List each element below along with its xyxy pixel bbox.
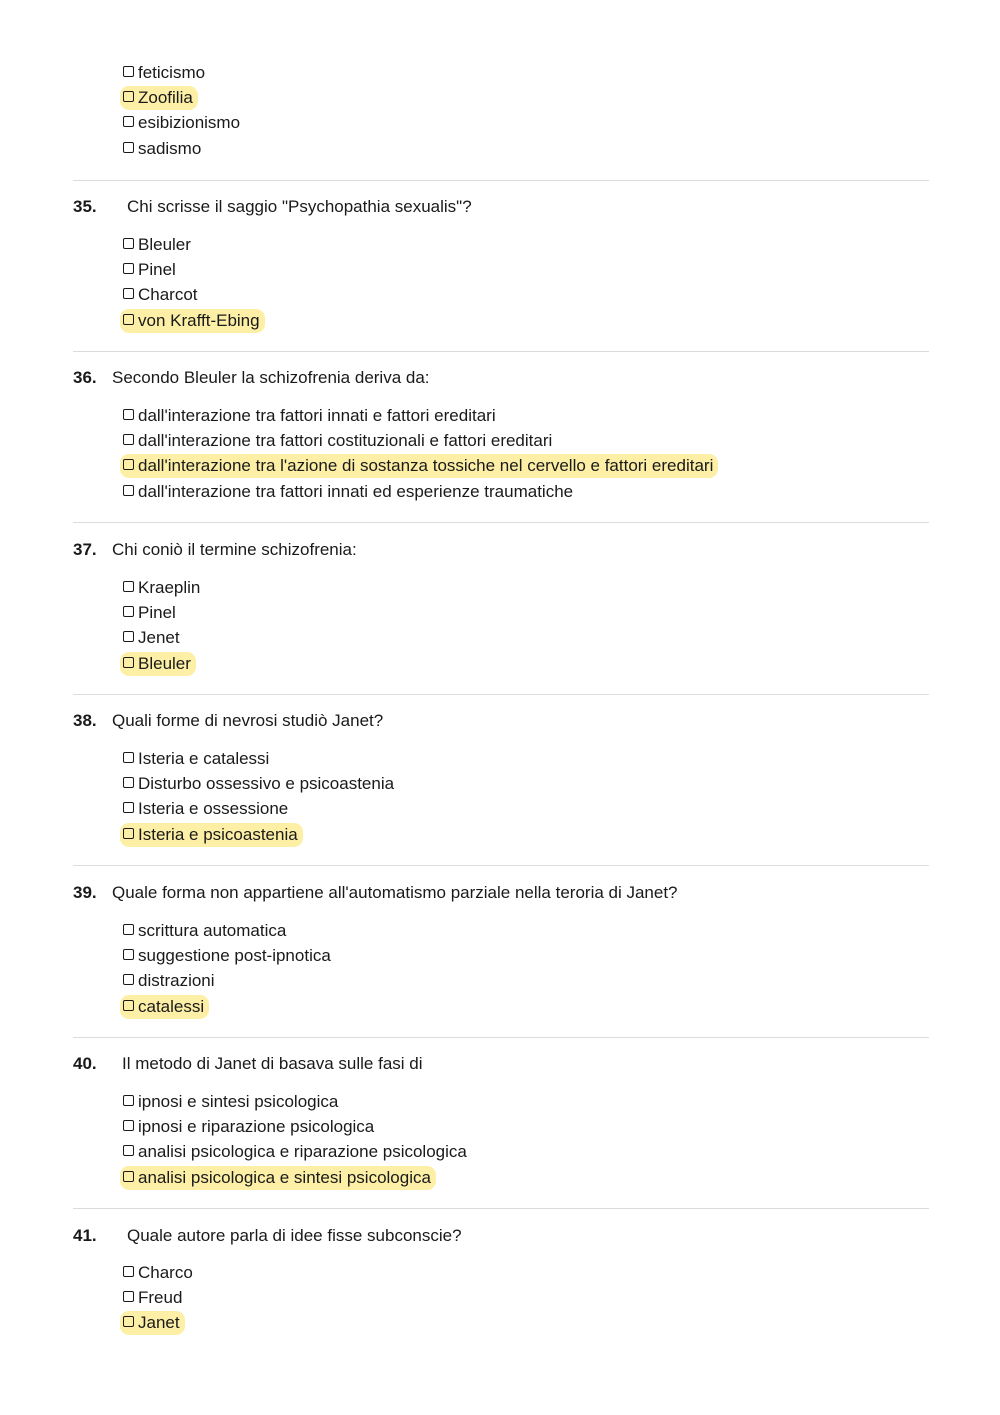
- option-label: Charco: [138, 1263, 193, 1282]
- checkbox-icon[interactable]: [123, 1120, 134, 1131]
- option-item[interactable]: [120, 1285, 198, 1310]
- option-item[interactable]: [120, 771, 399, 796]
- question-number: 39.: [73, 883, 97, 902]
- divider: [73, 1037, 929, 1038]
- option-wrapper: [120, 137, 206, 161]
- checkbox-icon[interactable]: [123, 1291, 134, 1302]
- divider: [73, 351, 929, 352]
- option-wrapper-highlighted: [120, 1311, 185, 1335]
- option-label: von Krafft-Ebing: [138, 310, 260, 330]
- question-37-header: [73, 537, 357, 563]
- question-text: Chi scrisse il saggio "Psychopathia sexualis"?: [127, 197, 472, 216]
- option-wrapper: [120, 969, 220, 993]
- question-number: 40.: [73, 1054, 97, 1073]
- checkbox-icon[interactable]: [123, 777, 134, 788]
- question-number: 35.: [73, 197, 97, 216]
- checkbox-icon[interactable]: [123, 657, 134, 668]
- option-item[interactable]: [120, 403, 718, 428]
- option-label: dall'interazione tra fattori innati ed esperienze traumatiche: [138, 481, 574, 501]
- options-list-39: [120, 918, 336, 1019]
- checkbox-icon[interactable]: [123, 606, 134, 617]
- option-item[interactable]: [120, 822, 399, 847]
- option-wrapper: [120, 601, 181, 625]
- option-wrapper: [120, 626, 185, 650]
- option-item[interactable]: [120, 1139, 472, 1164]
- option-wrapper: [120, 1286, 187, 1310]
- question-text: Il metodo di Janet di basava sulle fasi di: [122, 1054, 423, 1073]
- option-wrapper: [120, 283, 203, 307]
- option-label: Freud: [138, 1288, 183, 1308]
- option-wrapper-highlighted: [120, 823, 303, 847]
- option-wrapper: [120, 480, 578, 504]
- option-item[interactable]: [120, 60, 245, 85]
- option-item[interactable]: [120, 85, 245, 110]
- option-wrapper: [120, 919, 291, 943]
- question-number: 41.: [73, 1226, 97, 1245]
- divider: [73, 865, 929, 866]
- checkbox-icon[interactable]: [123, 828, 134, 839]
- option-label: distrazioni: [138, 971, 215, 991]
- question-39-header: [73, 880, 678, 906]
- checkbox-icon[interactable]: [123, 116, 134, 127]
- option-wrapper: [120, 576, 205, 600]
- option-item[interactable]: [120, 1165, 472, 1190]
- option-wrapper-highlighted: [120, 86, 198, 110]
- options-list-40: [120, 1089, 472, 1190]
- option-wrapper-highlighted: [120, 309, 265, 333]
- checkbox-icon[interactable]: [123, 802, 134, 813]
- question-number: 38.: [73, 711, 97, 730]
- option-label: dall'interazione tra l'azione di sostanza tossiche nel cervello e fattori ereditari: [138, 456, 714, 476]
- checkbox-icon[interactable]: [123, 459, 134, 470]
- option-label: Pinel: [138, 603, 176, 623]
- option-item[interactable]: [120, 136, 245, 161]
- option-item[interactable]: [120, 918, 336, 943]
- options-list-37: [120, 575, 205, 676]
- option-item[interactable]: [120, 796, 399, 821]
- option-label: catalessi: [138, 996, 205, 1016]
- question-text: Quale autore parla di idee fisse subconscie?: [127, 1226, 462, 1245]
- checkbox-icon[interactable]: [123, 434, 134, 445]
- option-item[interactable]: [120, 746, 399, 771]
- option-label: scrittura automatica: [138, 921, 287, 940]
- options-list-38: [120, 746, 399, 847]
- checkbox-icon[interactable]: [123, 1095, 134, 1106]
- option-label: esibizionismo: [138, 113, 241, 133]
- option-label: feticismo: [138, 63, 206, 82]
- checkbox-icon[interactable]: [123, 409, 134, 420]
- option-item[interactable]: [120, 257, 265, 282]
- options-list-prev: [120, 60, 245, 161]
- option-wrapper: [120, 258, 181, 282]
- checkbox-icon[interactable]: [123, 949, 134, 960]
- option-label: suggestione post-ipnotica: [138, 946, 331, 966]
- option-item[interactable]: [120, 453, 718, 478]
- question-text: Quali forme di nevrosi studiò Janet?: [112, 711, 384, 730]
- option-label: ipnosi e sintesi psicologica: [138, 1092, 339, 1111]
- checkbox-icon[interactable]: [123, 1171, 134, 1182]
- checkbox-icon[interactable]: [123, 288, 134, 299]
- option-label: Bleuler: [138, 653, 191, 673]
- option-label: Isteria e catalessi: [138, 749, 270, 768]
- checkbox-icon[interactable]: [123, 1000, 134, 1011]
- option-label: Janet: [138, 1313, 180, 1333]
- option-label: sadismo: [138, 138, 202, 158]
- checkbox-icon[interactable]: [123, 974, 134, 985]
- checkbox-icon[interactable]: [123, 485, 134, 496]
- option-label: Disturbo ossessivo e psicoastenia: [138, 774, 395, 794]
- option-item[interactable]: [120, 1114, 472, 1139]
- option-label: Isteria e ossessione: [138, 799, 289, 819]
- option-wrapper: [120, 61, 210, 85]
- option-label: Kraeplin: [138, 578, 201, 597]
- option-item[interactable]: [120, 110, 245, 135]
- option-item[interactable]: [120, 282, 265, 307]
- option-wrapper-highlighted: [120, 995, 209, 1019]
- option-item[interactable]: [120, 1310, 198, 1335]
- divider: [73, 522, 929, 523]
- option-item[interactable]: [120, 1089, 472, 1114]
- question-number: 37.: [73, 540, 97, 559]
- option-item[interactable]: [120, 232, 265, 257]
- option-item[interactable]: [120, 1260, 198, 1285]
- checkbox-icon[interactable]: [123, 66, 134, 77]
- option-wrapper: [120, 747, 274, 771]
- checkbox-icon[interactable]: [123, 314, 134, 325]
- option-label: Charcot: [138, 285, 198, 305]
- option-wrapper: [120, 429, 557, 453]
- checkbox-icon[interactable]: [123, 1316, 134, 1327]
- option-wrapper: [120, 797, 293, 821]
- option-label: Bleuler: [138, 235, 191, 254]
- option-wrapper: [120, 1261, 198, 1285]
- option-wrapper-highlighted: [120, 652, 196, 676]
- divider: [73, 180, 929, 181]
- question-text: Chi coniò il termine schizofrenia:: [112, 540, 357, 559]
- option-label: analisi psicologica e riparazione psicologica: [138, 1142, 467, 1162]
- question-35-header: [73, 194, 472, 220]
- question-40-header: [73, 1051, 423, 1077]
- option-label: Zoofilia: [138, 88, 193, 108]
- checkbox-icon[interactable]: [123, 263, 134, 274]
- checkbox-icon[interactable]: [123, 1145, 134, 1156]
- checkbox-icon[interactable]: [123, 581, 134, 592]
- options-list-35: [120, 232, 265, 333]
- checkbox-icon[interactable]: [123, 631, 134, 642]
- option-label: dall'interazione tra fattori innati e fattori ereditari: [138, 406, 496, 425]
- option-wrapper-highlighted: [120, 1166, 436, 1190]
- option-item[interactable]: [120, 479, 718, 504]
- option-wrapper: [120, 1140, 472, 1164]
- checkbox-icon[interactable]: [123, 238, 134, 249]
- divider: [73, 1208, 929, 1209]
- options-list-36: [120, 403, 718, 504]
- checkbox-icon[interactable]: [123, 1266, 134, 1277]
- option-wrapper: [120, 233, 196, 257]
- option-label: Jenet: [138, 628, 180, 648]
- option-item[interactable]: [120, 943, 336, 968]
- question-text: Quale forma non appartiene all'automatismo parziale nella teroria di Janet?: [112, 883, 678, 902]
- question-number: 36.: [73, 368, 97, 387]
- option-item[interactable]: [120, 600, 205, 625]
- option-wrapper: [120, 944, 336, 968]
- option-label: ipnosi e riparazione psicologica: [138, 1117, 375, 1137]
- option-item[interactable]: [120, 575, 205, 600]
- question-38-header: [73, 708, 384, 734]
- option-wrapper: [120, 1090, 343, 1114]
- option-label: Pinel: [138, 260, 176, 280]
- option-wrapper: [120, 772, 399, 796]
- option-item[interactable]: [120, 994, 336, 1019]
- checkbox-icon[interactable]: [123, 142, 134, 153]
- option-wrapper: [120, 111, 245, 135]
- checkbox-icon[interactable]: [123, 924, 134, 935]
- divider: [73, 694, 929, 695]
- option-label: Isteria e psicoastenia: [138, 824, 298, 844]
- option-item[interactable]: [120, 428, 718, 453]
- question-36-header: [73, 365, 430, 391]
- option-wrapper-highlighted: [120, 454, 718, 478]
- option-label: dall'interazione tra fattori costituzionali e fattori ereditari: [138, 431, 553, 451]
- option-label: analisi psicologica e sintesi psicologica: [138, 1167, 431, 1187]
- question-text: Secondo Bleuler la schizofrenia deriva da:: [112, 368, 430, 387]
- option-item[interactable]: [120, 625, 205, 650]
- option-wrapper: [120, 404, 501, 428]
- option-wrapper: [120, 1115, 379, 1139]
- checkbox-icon[interactable]: [123, 91, 134, 102]
- option-item[interactable]: [120, 651, 205, 676]
- checkbox-icon[interactable]: [123, 752, 134, 763]
- options-list-41: [120, 1260, 198, 1336]
- question-41-header: [73, 1223, 462, 1249]
- option-item[interactable]: [120, 308, 265, 333]
- option-item[interactable]: [120, 968, 336, 993]
